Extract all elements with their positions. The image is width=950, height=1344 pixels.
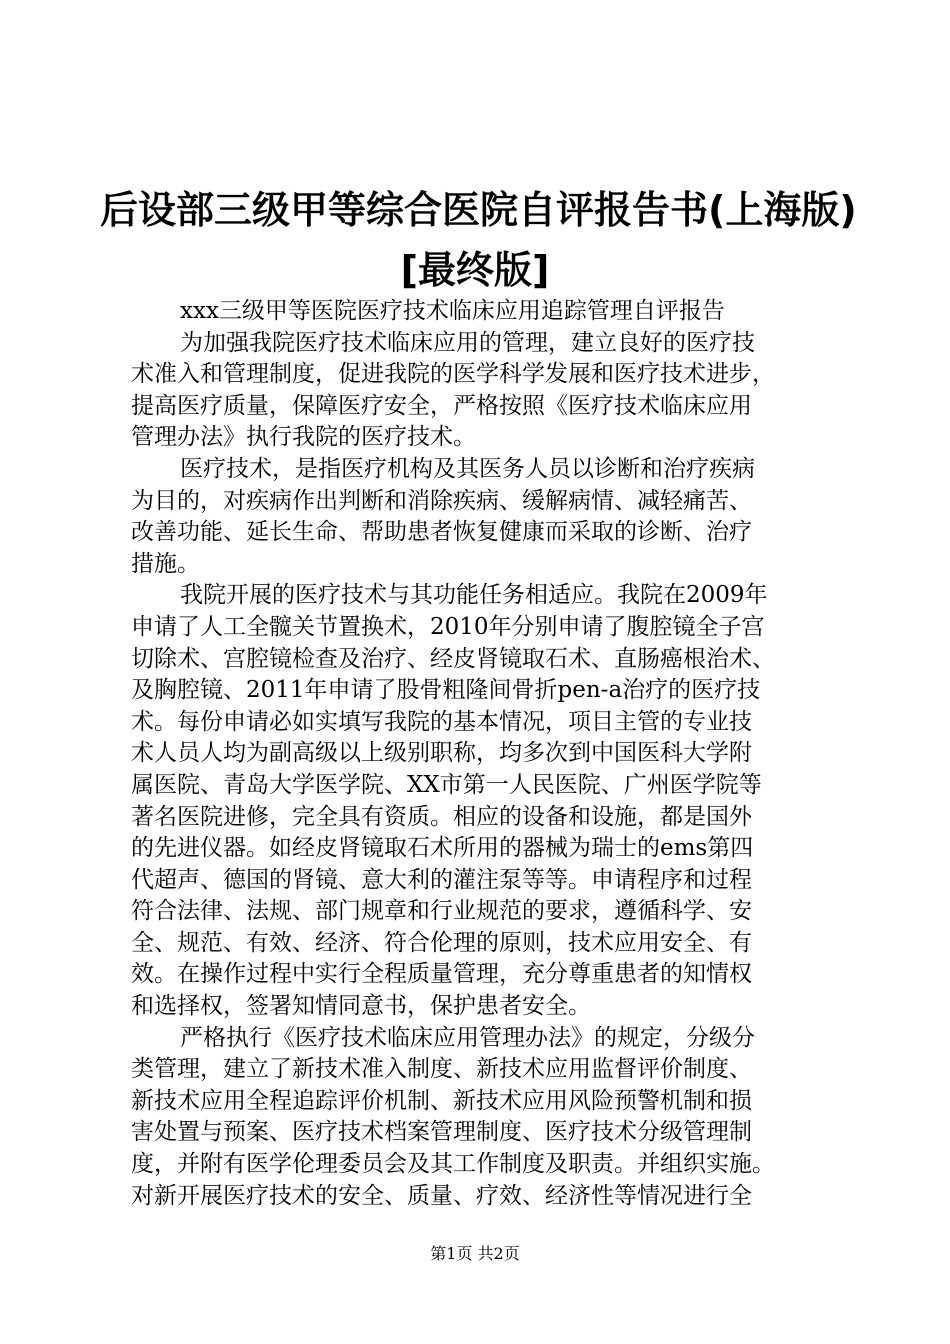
paragraph-line: 我院开展的医疗技术与其功能任务相适应。我院在2009年 xyxy=(180,582,768,609)
paragraph-line: 新技术应用全程追踪评价机制、新技术应用风险预警机制和损 xyxy=(131,1087,752,1114)
paragraph-line: 度，并附有医学伦理委员会及其工作制度及职责。并组织实施。 xyxy=(131,1151,775,1178)
paragraph-line: 严格执行《医疗技术临床应用管理办法》的规定，分级分 xyxy=(180,1024,755,1051)
document-title-version: [最终版] xyxy=(400,248,550,292)
page-number: 第1页 共2页 xyxy=(430,1244,520,1263)
report-heading: xxx三级甲等医院医疗技术临床应用追踪管理自评报告 xyxy=(180,298,725,324)
paragraph-line: 改善功能、延长生命、帮助患者恢复健康而采取的诊断、治疗 xyxy=(131,519,752,546)
paragraph-line: 类管理，建立了新技术准入制度、新技术应用监督评价制度、 xyxy=(131,1056,752,1083)
paragraph-line: 术人员人均为副高级以上级别职称，均多次到中国医科大学附 xyxy=(131,740,752,767)
paragraph-line: 为目的，对疾病作出判断和消除疾病、缓解病情、减轻痛苦、 xyxy=(131,487,752,514)
paragraph-line: 管理办法》执行我院的医疗技术。 xyxy=(131,424,476,451)
paragraph-line: 的先进仪器。如经皮肾镜取石术所用的器械为瑞士的ems第四 xyxy=(131,835,754,862)
paragraph-line: 措施。 xyxy=(131,550,200,577)
paragraph-line: 著名医院进修，完全具有资质。相应的设备和设施，都是国外 xyxy=(131,803,752,830)
paragraph-line: 申请了人工全髋关节置换术，2010年分别申请了腹腔镜全子宫 xyxy=(131,613,765,640)
paragraph-line: 对新开展医疗技术的安全、质量、疗效、经济性等情况进行全 xyxy=(131,1182,752,1209)
paragraph-line: 术准入和管理制度，促进我院的医学科学发展和医疗技术进步， xyxy=(131,361,775,388)
paragraph-line: 提高医疗质量，保障医疗安全，严格按照《医疗技术临床应用 xyxy=(131,392,752,419)
paragraph-line: 效。在操作过程中实行全程质量管理，充分尊重患者的知情权 xyxy=(131,961,752,988)
document-title: 后设部三级甲等综合医院自评报告书(上海版) xyxy=(100,188,857,232)
document-body xyxy=(131,296,831,1212)
paragraph-line: 为加强我院医疗技术临床应用的管理，建立良好的医疗技 xyxy=(180,329,755,356)
paragraph-line: 符合法律、法规、部门规章和行业规范的要求，遵循科学、安 xyxy=(131,898,752,925)
paragraph-line: 切除术、宫腔镜检查及治疗、经皮肾镜取石术、直肠癌根治术、 xyxy=(131,645,775,672)
paragraph-line: 和选择权，签署知情同意书，保护患者安全。 xyxy=(131,993,591,1020)
paragraph-line: 医疗技术，是指医疗机构及其医务人员以诊断和治疗疾病 xyxy=(180,455,755,482)
paragraph-line: 全、规范、有效、经济、符合伦理的原则，技术应用安全、有 xyxy=(131,929,752,956)
paragraph-line: 及胸腔镜、2011年申请了股骨粗隆间骨折pen-a治疗的医疗技 xyxy=(131,677,761,704)
paragraph-line: 属医院、青岛大学医学院、XX市第一人民医院、广州医学院等 xyxy=(131,771,762,798)
paragraph-line: 害处置与预案、医疗技术档案管理制度、医疗技术分级管理制 xyxy=(131,1119,752,1146)
paragraph-line: 代超声、德国的肾镜、意大利的灌注泵等等。申请程序和过程 xyxy=(131,866,752,893)
paragraph-line: 术。每份申请必如实填写我院的基本情况，项目主管的专业技 xyxy=(131,708,752,735)
